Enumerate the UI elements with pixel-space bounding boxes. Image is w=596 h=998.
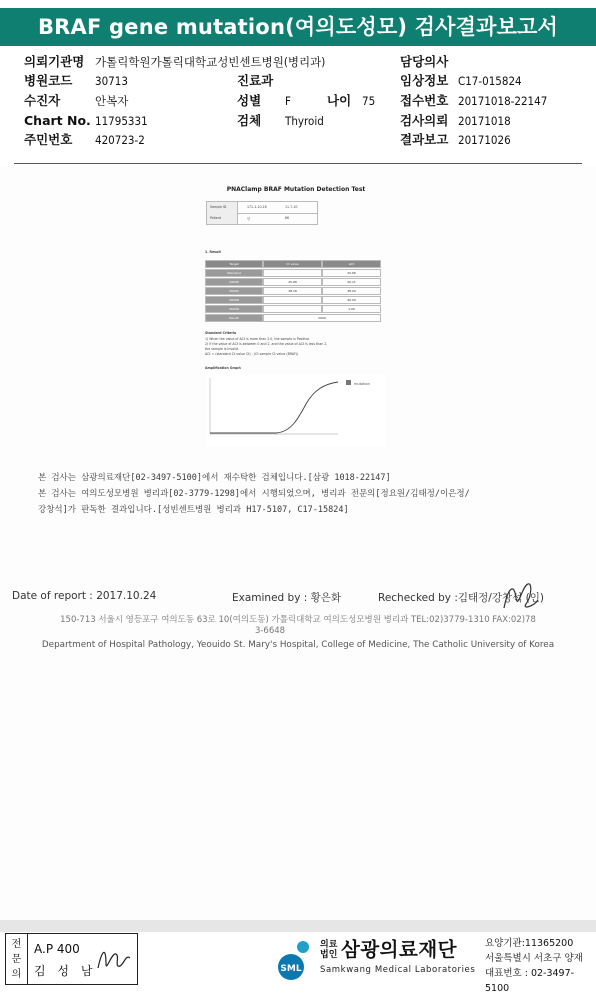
- sample-id-value-2: 11-7-10: [285, 205, 298, 209]
- examined-label: Examined by :: [232, 592, 308, 604]
- table-cell: [263, 269, 322, 277]
- table-cell: 38.18: [263, 287, 322, 295]
- amplification-heading: Amplification Graph: [205, 366, 241, 370]
- hospital-code-label: 병원코드: [24, 73, 73, 88]
- dept-label: 진료과: [237, 73, 274, 88]
- table-cell: V600K: [205, 287, 263, 295]
- org-type-label: [320, 940, 337, 960]
- patient-label: 수진자: [24, 93, 61, 108]
- remark-line-3: 강창석]가 판독한 결과입니다.[성빈센트병원 병리과 H17-5107, C17-15824]: [38, 505, 349, 515]
- org-type-line: 법인: [320, 950, 338, 960]
- examined-by: [232, 590, 341, 605]
- graph-legend-label: mutation: [354, 382, 370, 386]
- test-req-value: 20171018: [458, 114, 511, 128]
- signature-mark: [498, 578, 542, 618]
- criteria-line: 1) When the value of ΔCt is more than 2.0, the sample is Positive.: [205, 337, 311, 341]
- table-row: [205, 314, 381, 322]
- result-header-cell: Ct value: [263, 260, 322, 268]
- hospital-code-value: 30713: [95, 74, 128, 88]
- pathology-address: 150-713 서울시 영등포구 여의도동 63로 10(여의도동) 가톨릭대학교 여의도성모병원 병리과 TEL:02)3779-1310 FAX:02)78: [60, 615, 536, 625]
- lab-address: 서울특별시 서초구 양재: [485, 953, 583, 964]
- report-date-value: 2017.10.24: [96, 590, 157, 602]
- sml-logo-icon: [271, 937, 315, 981]
- table-cell: V600R: [205, 296, 263, 304]
- header-divider: [14, 163, 582, 164]
- table-cell: Result: [205, 314, 263, 322]
- receipt-label: 접수번호: [400, 93, 449, 108]
- sex-label: 성별: [237, 93, 262, 108]
- criteria-line: 2) If the value of ΔCt is between 0 and 2, and the value of ΔCt is less than 2,: [205, 342, 328, 346]
- result-table: [205, 260, 381, 324]
- scanned-report-area: [0, 166, 596, 920]
- clinical-label: 임상정보: [400, 73, 449, 88]
- table-cell: V600D: [205, 305, 263, 313]
- table-cell: V600E: [205, 278, 263, 286]
- rechecked-value: 김태정/강창석: [457, 592, 523, 604]
- org-name: 삼광의료재단: [341, 938, 458, 961]
- criteria-line: the sample is Invalid.: [205, 347, 240, 351]
- seal-mark: (인): [525, 592, 544, 604]
- org-type-line: 의료: [320, 940, 338, 950]
- table-cell: [263, 305, 322, 313]
- age-value: 75: [362, 94, 376, 108]
- sml-logo-text: SML: [280, 964, 302, 974]
- table-cell: 25.68: [263, 278, 322, 286]
- table-cell: 40.00: [322, 296, 381, 304]
- nursing-code: 요양기관:11365200: [485, 938, 574, 949]
- table-cell: 1.00: [322, 305, 381, 313]
- rechecked-label: Rechecked by :: [378, 592, 458, 604]
- report-date-label: Date of report: [12, 590, 86, 602]
- table-cell: 20.11: [322, 278, 381, 286]
- sample-id-table: [206, 201, 318, 225]
- patient-value: 안복자: [95, 94, 129, 108]
- result-header-cell: ΔCt: [322, 260, 381, 268]
- result-heading: 1. Result: [205, 250, 221, 254]
- result-table-header: [205, 260, 381, 268]
- lab-contact-info: [485, 936, 596, 996]
- receipt-value: 20171018-22147: [458, 94, 548, 108]
- patient-info-section: [0, 50, 596, 164]
- pcr-result-figure: [200, 186, 392, 448]
- footer-divider: [0, 920, 596, 932]
- resident-label: 주민번호: [24, 132, 73, 147]
- specialist-stamp: [5, 933, 138, 985]
- clinical-value: C17-015824: [458, 74, 522, 88]
- chart-value: 11795331: [95, 114, 148, 128]
- result-header-cell: Target: [205, 260, 263, 268]
- specimen-label: 검체: [237, 113, 262, 128]
- amplification-graph: [206, 374, 386, 446]
- sample-id-value: 171-1-10-16: [247, 205, 267, 209]
- org-name-english: Samkwang Medical Laboratories: [320, 965, 476, 975]
- result-value: 20171026: [458, 133, 511, 147]
- table-row: [205, 269, 381, 277]
- report-title: BRAF gene mutation(여의도성모) 검사결과보고서: [0, 8, 596, 46]
- patient-name-mini: 안: [247, 217, 251, 221]
- age-label: 나이: [327, 93, 352, 108]
- result-label: 결과보고: [400, 132, 449, 147]
- sex-value: F: [285, 94, 291, 108]
- stamp-vertical-label: [6, 934, 28, 984]
- patient-label-mini: Patient: [210, 216, 222, 220]
- specialist-name: 김 성 남: [34, 964, 97, 978]
- sample-id-label: Sample ID: [210, 205, 227, 209]
- remark-line-1: 본 검사는 삼광의료재단[02-3497-5100]에서 재수탁한 검체입니다.[삼광 1018-22147]: [38, 473, 391, 483]
- chart-label: Chart No.: [24, 113, 91, 128]
- resident-value: 420723-2: [95, 133, 145, 147]
- stamp-char: 문: [11, 954, 22, 965]
- stamp-char: 전: [11, 939, 22, 950]
- examined-value: 황은화: [310, 592, 342, 604]
- table-row: [205, 305, 381, 313]
- criteria-heading: Standard Criteria: [205, 331, 237, 335]
- table-row: [205, 296, 381, 304]
- pathology-address-line2: 3-6648: [254, 626, 286, 636]
- specialist-signature: [94, 944, 134, 976]
- figure-title: PNAClamp BRAF Mutation Detection Test: [226, 186, 366, 193]
- table-cell: 20.66: [322, 269, 381, 277]
- specimen-value: Thyroid: [285, 114, 324, 128]
- table-row: [205, 278, 381, 286]
- ap-number: A.P 400: [34, 942, 80, 956]
- table-cell: 38.00: [322, 287, 381, 295]
- report-date: Date of report : 2017.10.24: [12, 590, 157, 602]
- department-name: Department of Hospital Pathology, Yeouido St. Mary's Hospital, College of Medicine, The Catholic University of Korea: [41, 640, 555, 650]
- stamp-char: 의: [11, 969, 22, 980]
- table-row: [205, 287, 381, 295]
- criteria-line: ΔCt = (standard Ct value Ct) - (Ct sample Ct value (BRAF)): [205, 352, 299, 356]
- doctor-label: 담당의사: [400, 54, 449, 69]
- patient-age-mini: 86: [285, 216, 290, 220]
- lab-phone: 대표번호 : 02-3497-5100: [485, 968, 575, 994]
- requesting-org-value: 가톨릭학원가톨릭대학교성빈센트병원(병리과): [95, 55, 326, 69]
- table-cell: Standard: [205, 269, 263, 277]
- table-cell: V600: [263, 314, 381, 322]
- remark-line-2: 본 검사는 여의도성모병원 병리과[02-3779-1298]에서 시행되었으며, 병리과 전문의[정요원/김태정/이은정/: [38, 489, 470, 499]
- test-req-label: 검사의뢰: [400, 113, 449, 128]
- table-cell: [263, 296, 322, 304]
- requesting-org-label: 의뢰기관명: [24, 54, 85, 69]
